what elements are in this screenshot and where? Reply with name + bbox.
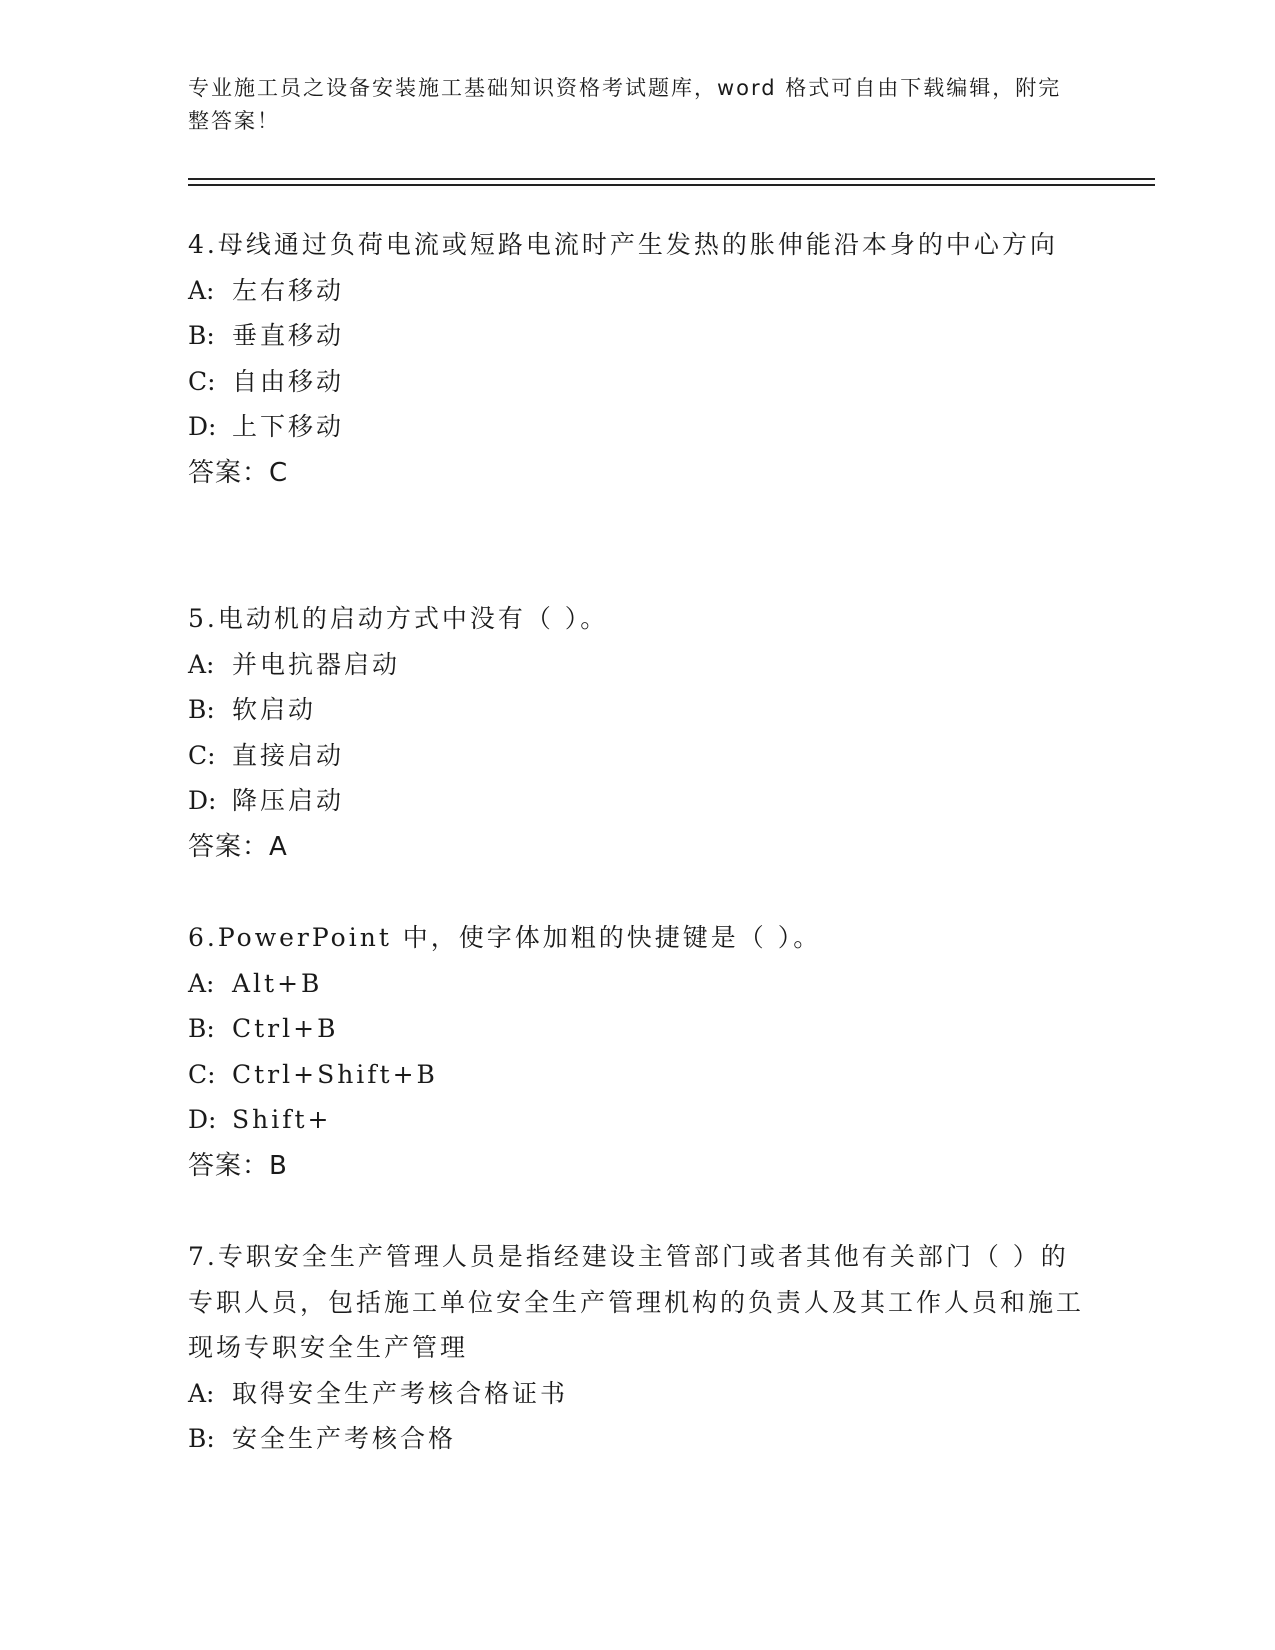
question-stem: 6.PowerPoint 中，使字体加粗的快捷键是（ ）。	[188, 923, 822, 952]
option-label: B:	[188, 321, 215, 350]
option-label: D:	[188, 786, 217, 815]
option-b	[188, 1006, 1088, 1052]
option-text: 安全生产考核合格	[232, 1424, 457, 1453]
option-d	[188, 1097, 1088, 1143]
option-text: Shift+	[232, 1105, 332, 1134]
option-text: 取得安全生产考核合格证书	[232, 1378, 569, 1408]
header-divider-bottom	[188, 184, 1155, 186]
option-text: Alt+B	[232, 968, 323, 998]
question-4	[188, 222, 1088, 496]
option-label: B:	[188, 1424, 215, 1453]
option-b	[188, 313, 1088, 359]
option-label: A:	[188, 968, 215, 998]
option-text: 自由移动	[232, 366, 345, 396]
option-c	[188, 359, 1088, 405]
question-stem: 7.专职安全生产管理人员是指经建设主管部门或者其他有关部门（ ）的专职人员，包括施工单位安全生产管理机构的负责人及其工作人员和施工现场专职安全生产管理	[188, 1242, 1085, 1362]
option-text: 左右移动	[232, 275, 345, 305]
option-c	[188, 1052, 1088, 1098]
header-divider-top	[188, 178, 1155, 180]
question-7	[188, 1234, 1088, 1462]
option-text: 垂直移动	[232, 321, 345, 350]
option-label: B:	[188, 1014, 215, 1043]
option-text: 软启动	[232, 695, 317, 724]
option-b	[188, 687, 1088, 733]
option-c	[188, 733, 1088, 779]
option-a	[188, 268, 1088, 314]
question-stem: 5.电动机的启动方式中没有（ ）。	[188, 604, 609, 633]
option-a	[188, 961, 1088, 1007]
option-label: A:	[188, 1378, 215, 1408]
answer: 答案：B	[188, 1150, 288, 1181]
option-text: 降压启动	[232, 786, 345, 815]
option-label: B:	[188, 695, 215, 724]
option-text: 并电抗器启动	[232, 649, 401, 679]
option-label: C:	[188, 740, 216, 770]
document-header	[188, 72, 1078, 138]
option-b	[188, 1416, 1088, 1462]
answer: 答案：C	[188, 457, 289, 488]
question-5	[188, 596, 1088, 870]
option-a	[188, 1371, 1088, 1417]
option-label: A:	[188, 275, 215, 305]
question-stem: 4.母线通过负荷电流或短路电流时产生发热的胀伸能沿本身的中心方向	[188, 230, 1058, 259]
option-label: C:	[188, 366, 216, 396]
option-text: 直接启动	[232, 740, 345, 770]
option-label: D:	[188, 412, 217, 441]
option-d	[188, 404, 1088, 450]
header-text: 专业施工员之设备安装施工基础知识资格考试题库，word 格式可自由下载编辑，附完整答案！	[188, 76, 1062, 133]
question-6	[188, 915, 1088, 1189]
option-text: Ctrl+B	[232, 1014, 339, 1043]
option-label: A:	[188, 649, 215, 679]
option-a	[188, 642, 1088, 688]
option-text: Ctrl+Shift+B	[232, 1059, 438, 1089]
option-text: 上下移动	[232, 412, 345, 441]
option-label: C:	[188, 1059, 216, 1089]
option-label: D:	[188, 1105, 217, 1134]
option-d	[188, 778, 1088, 824]
answer: 答案：A	[188, 831, 288, 862]
